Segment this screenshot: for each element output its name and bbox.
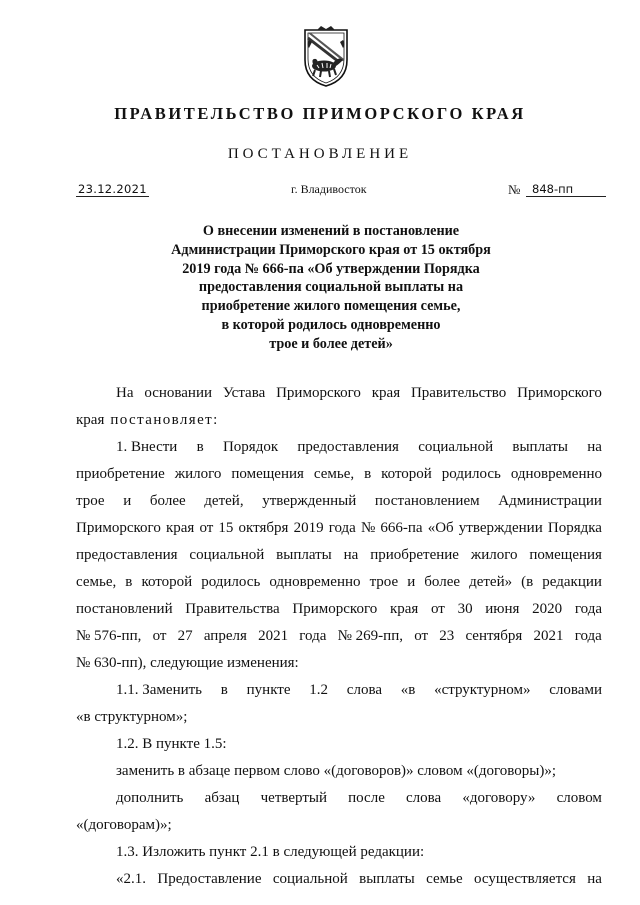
body-word: Предоставление: [157, 871, 262, 887]
body-word: семье,: [313, 466, 355, 482]
body-word: 2019: [293, 520, 324, 536]
body-word: 2021: [258, 628, 289, 644]
body-word: одновременно: [269, 574, 361, 590]
body-word: семье: [426, 871, 463, 887]
body-word: июня: [485, 601, 520, 617]
body-word: «в структурном»;: [76, 709, 188, 725]
body-word: края: [371, 385, 401, 401]
body-word: «договору»: [462, 790, 536, 806]
document-title: [160, 222, 502, 354]
body-line: [76, 623, 602, 650]
body-line: [76, 677, 602, 704]
body-word: постановлений: [76, 601, 173, 617]
body-word: в: [196, 439, 204, 455]
body-word: одновременно: [510, 466, 602, 482]
body-word: сентября: [465, 628, 523, 644]
body-word: основании: [144, 385, 213, 401]
body-word: родилось: [201, 574, 261, 590]
body-word: словами: [549, 682, 602, 698]
body-word: октября: [238, 520, 289, 536]
body-word: слова: [406, 790, 442, 806]
body-word: более: [424, 574, 461, 590]
body-word: Приморского: [276, 385, 361, 401]
body-word: 1.2: [309, 682, 329, 698]
spaced-word: постановляет:: [110, 412, 219, 428]
body-word: редакции: [542, 574, 602, 590]
document-type: ПОСТАНОВЛЕНИЕ: [227, 146, 413, 162]
body-word: пункте: [246, 682, 291, 698]
body-line: [76, 812, 602, 839]
document-city: г. Владивосток: [291, 182, 367, 196]
body-word: на: [587, 871, 602, 887]
body-word: трое: [369, 574, 399, 590]
body-word: приобретение: [76, 466, 165, 482]
title-line: приобретение жилого помещения семье,: [201, 298, 461, 315]
body-word: на: [343, 547, 359, 563]
body-word: трое: [76, 493, 105, 509]
body-line: [76, 785, 602, 812]
body-word: 1.1. Заменить: [116, 682, 203, 698]
body-word: социальной: [418, 439, 494, 455]
body-word: Устава: [222, 385, 266, 401]
body-word: от: [431, 601, 445, 617]
body-word: утверждении: [458, 520, 543, 536]
body-word: жилого: [174, 466, 222, 482]
body-line: [76, 704, 602, 731]
body-word: слова: [346, 682, 382, 698]
body-word: №: [360, 520, 376, 536]
body-word: «в: [400, 682, 416, 698]
body-word: 27: [177, 628, 193, 644]
body-word: № 269-пп,: [337, 628, 403, 644]
body-line: [76, 731, 602, 758]
title-line: в которой родилось одновременно: [221, 316, 441, 333]
body-word: в: [220, 682, 228, 698]
body-word: детей,: [204, 493, 244, 509]
body-line: [76, 569, 602, 596]
body-word: № 630-пп), следующие изменения:: [76, 655, 299, 671]
body-word: утвержденный: [262, 493, 357, 509]
title-line: трое и более детей»: [269, 335, 393, 352]
body-word: абзац: [204, 790, 240, 806]
body-word: Приморского: [517, 385, 602, 401]
body-word: заменить в абзаце первом слово «(договоров)» словом «(договоры)»;: [116, 763, 556, 779]
body-word: № 576-пп,: [76, 628, 142, 644]
body-word: Порядка: [547, 520, 602, 536]
body-word: в: [364, 466, 372, 482]
body-word: в: [125, 574, 133, 590]
body-line: [76, 488, 602, 515]
title-line: 2019 года № 666-па «Об утверждении Порядка: [182, 260, 480, 277]
body-word: Администрации: [498, 493, 602, 509]
organization-title: ПРАВИТЕЛЬСТВО ПРИМОРСКОГО КРАЯ: [114, 104, 526, 123]
body-word: 2020: [532, 601, 563, 617]
body-word: края: [76, 412, 105, 428]
body-word: от: [199, 520, 214, 536]
body-word: помещения: [231, 466, 304, 482]
body-word: выплаты: [359, 871, 415, 887]
title-line: О внесении изменений в постановление: [202, 223, 460, 239]
body-word: выплаты: [276, 547, 332, 563]
body-word: 15: [218, 520, 234, 536]
body-line: [76, 650, 602, 677]
body-word: (в: [521, 574, 534, 590]
body-word: выплаты: [512, 439, 568, 455]
body-line: [76, 380, 602, 407]
number-sign: №: [508, 182, 521, 197]
body-word: на: [587, 439, 602, 455]
body-line: [76, 866, 602, 893]
body-word: края: [389, 601, 419, 617]
body-word: Правительство: [410, 385, 507, 401]
body-line: [76, 515, 602, 542]
coat-of-arms-icon: [299, 26, 353, 88]
document-date: 23.12.2021: [78, 182, 147, 196]
body-word: социальной: [272, 871, 348, 887]
body-word: предоставления: [76, 547, 178, 563]
body-word: и: [407, 574, 416, 590]
body-line: [76, 839, 602, 866]
body-word: помещения: [529, 547, 602, 563]
body-word: предоставления: [297, 439, 399, 455]
body-word: 23: [439, 628, 455, 644]
body-word: которой: [381, 466, 432, 482]
body-line: [76, 434, 602, 461]
body-line: [76, 407, 602, 434]
body-word: от: [414, 628, 429, 644]
body-word: социальной: [189, 547, 265, 563]
body-word: приобретение: [370, 547, 459, 563]
body-word: осуществляется: [474, 871, 576, 887]
body-word: более: [149, 493, 186, 509]
body-word: 30: [457, 601, 473, 617]
document-number: 848-пп: [526, 182, 606, 197]
body-word: На: [116, 385, 134, 401]
body-word: Правительства: [185, 601, 280, 617]
body-word: родилось: [441, 466, 501, 482]
body-word: года: [328, 520, 356, 536]
body-word: 1.2. В пункте 1.5:: [116, 736, 227, 752]
body-line: [76, 596, 602, 623]
document-body: [76, 380, 602, 893]
body-line: [76, 758, 602, 785]
title-line: предоставления социальной выплаты на: [198, 279, 464, 296]
body-word: после: [348, 790, 385, 806]
title-line: Администрации Приморского края от 15 октября: [171, 241, 491, 258]
body-word: четвертый: [260, 790, 327, 806]
body-word: которой: [141, 574, 193, 590]
body-word: словом: [556, 790, 602, 806]
body-word: края: [165, 520, 195, 536]
body-word: 1. Внести: [116, 439, 178, 455]
body-word: 1.3. Изложить пункт 2.1 в следующей редакции:: [116, 844, 425, 860]
body-line: [76, 461, 602, 488]
body-word: семье,: [76, 574, 117, 590]
body-word: «(договорам)»;: [76, 817, 172, 833]
body-word: Приморского: [292, 601, 378, 617]
body-word: года: [574, 601, 602, 617]
body-word: Приморского: [76, 520, 161, 536]
body-word: года: [574, 628, 602, 644]
body-word: дополнить: [116, 790, 184, 806]
body-word: «структурном»: [434, 682, 531, 698]
body-line: [76, 542, 602, 569]
body-word: 666-па: [380, 520, 423, 536]
body-word: «Об: [427, 520, 454, 536]
body-word: 2021: [533, 628, 564, 644]
body-word: «2.1.: [116, 871, 146, 887]
body-word: постановлением: [374, 493, 480, 509]
body-word: года: [299, 628, 327, 644]
body-word: апреля: [203, 628, 247, 644]
body-word: Порядок: [222, 439, 279, 455]
body-word: и: [123, 493, 132, 509]
body-word: от: [152, 628, 167, 644]
body-word: детей»: [469, 574, 513, 590]
body-word: жилого: [470, 547, 518, 563]
